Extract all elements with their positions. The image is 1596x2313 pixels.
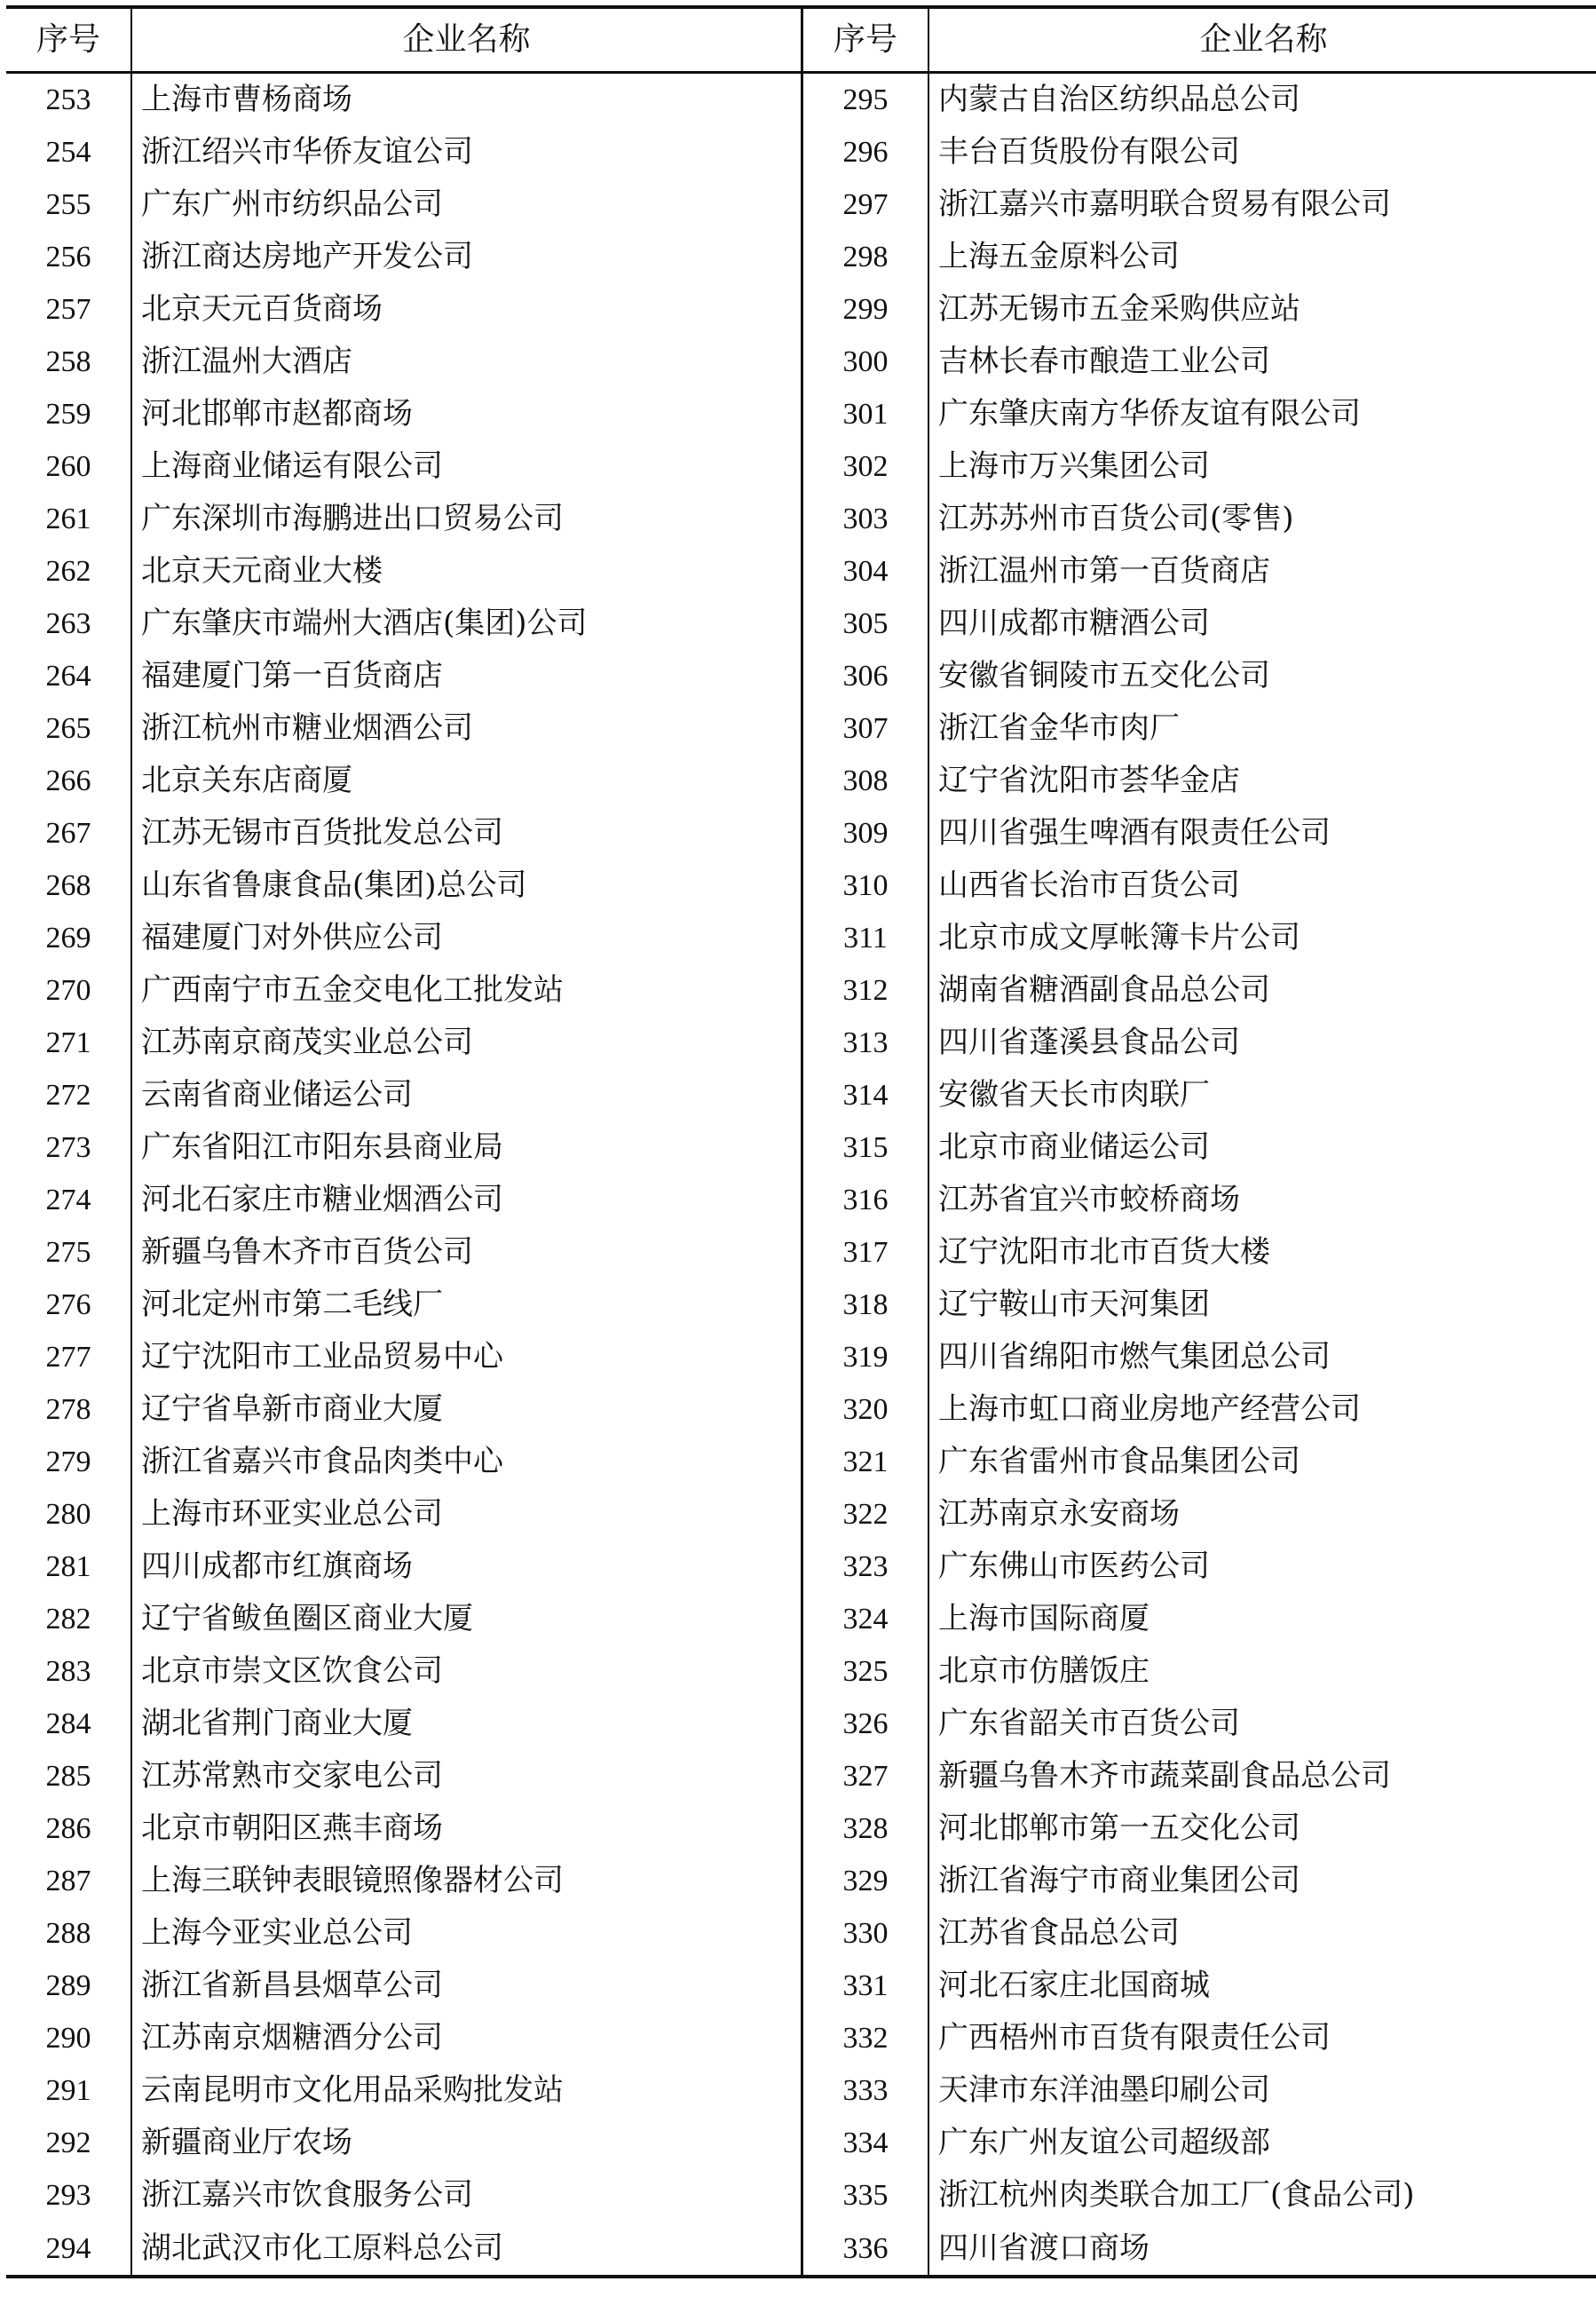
header-right-number: 序号 [802, 7, 929, 73]
left-enterprise-name-cell: 辽宁沈阳市工业品贸易中心 [131, 1331, 802, 1383]
right-number-cell: 326 [802, 1698, 929, 1750]
right-number-cell: 313 [802, 1017, 929, 1069]
right-enterprise-name-cell: 浙江省海宁市商业集团公司 [928, 1855, 1596, 1907]
left-enterprise-name-cell: 山东省鲁康食品(集团)总公司 [131, 859, 802, 912]
right-number-cell: 323 [802, 1541, 929, 1593]
left-number-cell: 282 [45, 1603, 91, 1636]
right-enterprise-name-cell: 广东肇庆南方华侨友谊有限公司 [928, 388, 1596, 440]
right-number-cell: 311 [802, 912, 929, 964]
right-number-cell: 322 [802, 1488, 929, 1541]
left-enterprise-name-cell: 北京市崇文区饮食公司 [131, 1645, 802, 1698]
table-row [6, 2012, 1596, 2064]
table-row [6, 1802, 1596, 1855]
left-enterprise-name-cell: 浙江嘉兴市饮食服务公司 [131, 2169, 802, 2222]
right-number-cell: 312 [802, 964, 929, 1017]
right-number-cell: 300 [802, 336, 929, 388]
left-number-cell: 281 [45, 1550, 91, 1583]
left-number-cell: 271 [45, 1026, 91, 1059]
table-row [6, 1698, 1596, 1750]
left-enterprise-name-cell: 浙江商达房地产开发公司 [131, 231, 802, 283]
right-enterprise-name-cell: 北京市仿膳饭庄 [928, 1645, 1596, 1698]
left-number-cell: 265 [45, 712, 91, 745]
right-enterprise-name-cell: 浙江温州市第一百货商店 [928, 545, 1596, 598]
left-number-cell: 279 [45, 1446, 91, 1478]
right-number-cell: 318 [802, 1279, 929, 1331]
right-number-cell: 302 [802, 440, 929, 493]
right-number-cell: 335 [802, 2169, 929, 2222]
right-enterprise-name-cell: 浙江杭州肉类联合加工厂(食品公司) [928, 2169, 1596, 2222]
right-number-cell: 328 [802, 1802, 929, 1855]
left-number-cell: 293 [45, 2179, 91, 2212]
right-number-cell: 308 [802, 755, 929, 807]
left-enterprise-name-cell: 福建厦门第一百货商店 [131, 650, 802, 702]
right-enterprise-name-cell: 安徽省铜陵市五交化公司 [928, 650, 1596, 702]
left-number-cell: 290 [45, 2022, 91, 2055]
right-enterprise-name-cell: 四川省绵阳市燃气集团总公司 [928, 1331, 1596, 1383]
right-number-cell: 333 [802, 2064, 929, 2117]
left-enterprise-name-cell: 新疆商业厅农场 [131, 2117, 802, 2169]
left-enterprise-name-cell: 福建厦门对外供应公司 [131, 912, 802, 964]
left-number-cell: 286 [45, 1812, 91, 1845]
right-enterprise-name-cell: 广东广州友谊公司超级部 [928, 2117, 1596, 2169]
table-row [6, 1750, 1596, 1802]
table-row [6, 702, 1596, 755]
right-number-cell: 303 [802, 493, 929, 545]
right-number-cell: 319 [802, 1331, 929, 1383]
table-row [6, 1226, 1596, 1279]
table-row [6, 2117, 1596, 2169]
right-enterprise-name-cell: 辽宁省沈阳市荟华金店 [928, 755, 1596, 807]
left-number-cell: 292 [45, 2127, 91, 2159]
right-number-cell: 325 [802, 1645, 929, 1698]
right-enterprise-name-cell: 上海五金原料公司 [928, 231, 1596, 283]
table-row [6, 755, 1596, 807]
table-header [6, 7, 1596, 73]
left-number-cell: 263 [45, 607, 91, 640]
right-number-cell: 309 [802, 807, 929, 859]
header-row [6, 7, 1596, 73]
table-row [6, 2169, 1596, 2222]
left-number-cell: 254 [45, 136, 91, 169]
table-row [6, 2222, 1596, 2277]
right-number-cell: 298 [802, 231, 929, 283]
table-row [6, 178, 1596, 231]
right-enterprise-name-cell: 浙江省金华市肉厂 [928, 702, 1596, 755]
table-row [6, 1174, 1596, 1226]
table-row [6, 493, 1596, 545]
right-number-cell: 315 [802, 1121, 929, 1174]
left-number-cell: 259 [45, 398, 91, 431]
left-enterprise-name-cell: 河北邯郸市赵都商场 [131, 388, 802, 440]
right-number-cell: 296 [802, 126, 929, 178]
table-body [6, 73, 1596, 2277]
right-enterprise-name-cell: 丰台百货股份有限公司 [928, 126, 1596, 178]
left-number-cell: 285 [45, 1760, 91, 1793]
right-enterprise-name-cell: 上海市万兴集团公司 [928, 440, 1596, 493]
right-enterprise-name-cell: 天津市东洋油墨印刷公司 [928, 2064, 1596, 2117]
right-enterprise-name-cell: 山西省长治市百货公司 [928, 859, 1596, 912]
left-enterprise-name-cell: 江苏南京烟糖酒分公司 [131, 2012, 802, 2064]
left-number-cell: 266 [45, 764, 91, 797]
left-enterprise-name-cell: 江苏南京商茂实业总公司 [131, 1017, 802, 1069]
left-enterprise-name-cell: 广东广州市纺织品公司 [131, 178, 802, 231]
right-enterprise-name-cell: 四川省蓬溪县食品公司 [928, 1017, 1596, 1069]
left-number-cell: 262 [45, 555, 91, 588]
left-enterprise-name-cell: 辽宁省鲅鱼圈区商业大厦 [131, 1593, 802, 1645]
left-enterprise-name-cell: 广东肇庆市端州大酒店(集团)公司 [131, 598, 802, 650]
left-enterprise-name-cell: 云南昆明市文化用品采购批发站 [131, 2064, 802, 2117]
left-number-cell: 275 [45, 1236, 91, 1269]
right-number-cell: 320 [802, 1383, 929, 1436]
left-enterprise-name-cell: 上海市曹杨商场 [131, 73, 802, 127]
table-row [6, 1069, 1596, 1121]
left-enterprise-name-cell: 北京关东店商厦 [131, 755, 802, 807]
left-number-cell: 268 [45, 869, 91, 902]
left-number-cell: 277 [45, 1341, 91, 1374]
left-enterprise-name-cell: 浙江温州大酒店 [131, 336, 802, 388]
table-row [6, 1855, 1596, 1907]
right-enterprise-name-cell: 广东省雷州市食品集团公司 [928, 1436, 1596, 1488]
right-enterprise-name-cell: 北京市成文厚帐簿卡片公司 [928, 912, 1596, 964]
left-enterprise-name-cell: 上海今亚实业总公司 [131, 1907, 802, 1960]
table-row [6, 1383, 1596, 1436]
left-number-cell: 287 [45, 1865, 91, 1897]
header-left-number: 序号 [6, 7, 131, 73]
left-number-cell: 294 [6, 2222, 131, 2277]
table-row [6, 650, 1596, 702]
table-row [6, 336, 1596, 388]
left-number-cell: 260 [45, 450, 91, 483]
left-number-cell: 273 [45, 1131, 91, 1164]
left-number-cell: 284 [45, 1707, 91, 1740]
table-row [6, 1488, 1596, 1541]
left-number-cell: 291 [45, 2074, 91, 2107]
left-enterprise-name-cell: 北京天元商业大楼 [131, 545, 802, 598]
left-number-cell: 272 [45, 1079, 91, 1112]
right-enterprise-name-cell: 湖南省糖酒副食品总公司 [928, 964, 1596, 1017]
header-left-name: 企业名称 [131, 7, 802, 73]
right-enterprise-name-cell: 广东省韶关市百货公司 [928, 1698, 1596, 1750]
right-number-cell: 299 [802, 283, 929, 336]
table-row [6, 126, 1596, 178]
left-number-cell: 289 [45, 1969, 91, 2002]
left-enterprise-name-cell: 河北石家庄市糖业烟酒公司 [131, 1174, 802, 1226]
right-enterprise-name-cell: 广东佛山市医药公司 [928, 1541, 1596, 1593]
table-row [6, 1960, 1596, 2012]
left-number-cell: 283 [45, 1655, 91, 1688]
right-enterprise-name-cell: 四川成都市糖酒公司 [928, 598, 1596, 650]
right-enterprise-name-cell: 上海市虹口商业房地产经营公司 [928, 1383, 1596, 1436]
table-row [6, 1279, 1596, 1331]
left-enterprise-name-cell: 上海市环亚实业总公司 [131, 1488, 802, 1541]
left-enterprise-name-cell: 北京天元百货商场 [131, 283, 802, 336]
table-row [6, 388, 1596, 440]
left-number-cell: 270 [45, 974, 91, 1007]
table-row [6, 440, 1596, 493]
left-number-cell: 258 [45, 345, 91, 378]
left-number-cell: 280 [45, 1498, 91, 1531]
right-number-cell: 332 [802, 2012, 929, 2064]
right-number-cell: 334 [802, 2117, 929, 2169]
left-enterprise-name-cell: 湖北省荆门商业大厦 [131, 1698, 802, 1750]
left-number-cell: 255 [45, 188, 91, 221]
right-number-cell: 314 [802, 1069, 929, 1121]
table-row [6, 231, 1596, 283]
left-number-cell: 264 [45, 660, 91, 693]
left-enterprise-name-cell: 上海商业储运有限公司 [131, 440, 802, 493]
right-number-cell: 310 [802, 859, 929, 912]
right-number-cell: 327 [802, 1750, 929, 1802]
right-number-cell: 306 [802, 650, 929, 702]
left-number-cell: 288 [45, 1917, 91, 1950]
left-number-cell: 269 [45, 922, 91, 955]
table-row [6, 598, 1596, 650]
right-enterprise-name-cell: 四川省渡口商场 [928, 2222, 1596, 2277]
left-number-cell: 256 [45, 241, 91, 273]
left-number-cell: 274 [45, 1184, 91, 1216]
left-enterprise-name-cell: 云南省商业储运公司 [131, 1069, 802, 1121]
right-number-cell: 316 [802, 1174, 929, 1226]
left-number-cell: 276 [45, 1288, 91, 1321]
right-enterprise-name-cell: 北京市商业储运公司 [928, 1121, 1596, 1174]
right-enterprise-name-cell: 河北邯郸市第一五交化公司 [928, 1802, 1596, 1855]
left-enterprise-name-cell: 浙江绍兴市华侨友谊公司 [131, 126, 802, 178]
table-row [6, 1121, 1596, 1174]
document-page [6, 5, 1592, 2278]
table-row [6, 1593, 1596, 1645]
left-enterprise-name-cell: 湖北武汉市化工原料总公司 [131, 2222, 802, 2277]
enterprise-table [6, 5, 1596, 2278]
table-row [6, 964, 1596, 1017]
left-number-cell: 261 [45, 503, 91, 535]
right-number-cell: 330 [802, 1907, 929, 1960]
left-enterprise-name-cell: 上海三联钟表眼镜照像器材公司 [131, 1855, 802, 1907]
right-number-cell: 317 [802, 1226, 929, 1279]
table-row [6, 545, 1596, 598]
right-enterprise-name-cell: 河北石家庄北国商城 [928, 1960, 1596, 2012]
table-row [6, 2064, 1596, 2117]
right-enterprise-name-cell: 江苏省宜兴市蛟桥商场 [928, 1174, 1596, 1226]
left-number-cell: 278 [45, 1393, 91, 1426]
left-enterprise-name-cell: 辽宁省阜新市商业大厦 [131, 1383, 802, 1436]
right-enterprise-name-cell: 江苏南京永安商场 [928, 1488, 1596, 1541]
right-number-cell: 295 [802, 73, 929, 127]
table-row [6, 807, 1596, 859]
table-row [6, 1541, 1596, 1593]
right-number-cell: 331 [802, 1960, 929, 2012]
right-number-cell: 321 [802, 1436, 929, 1488]
left-enterprise-name-cell: 新疆乌鲁木齐市百货公司 [131, 1226, 802, 1279]
right-enterprise-name-cell: 四川省强生啤酒有限责任公司 [928, 807, 1596, 859]
right-enterprise-name-cell: 安徽省天长市肉联厂 [928, 1069, 1596, 1121]
table-row [6, 1645, 1596, 1698]
left-enterprise-name-cell: 浙江省新昌县烟草公司 [131, 1960, 802, 2012]
left-enterprise-name-cell: 广东深圳市海鹏进出口贸易公司 [131, 493, 802, 545]
left-enterprise-name-cell: 广东省阳江市阳东县商业局 [131, 1121, 802, 1174]
right-number-cell: 301 [802, 388, 929, 440]
table-row [6, 1436, 1596, 1488]
header-right-name: 企业名称 [928, 7, 1596, 73]
right-number-cell: 307 [802, 702, 929, 755]
right-number-cell: 297 [802, 178, 929, 231]
right-enterprise-name-cell: 广西梧州市百货有限责任公司 [928, 2012, 1596, 2064]
right-enterprise-name-cell: 新疆乌鲁木齐市蔬菜副食品总公司 [928, 1750, 1596, 1802]
right-number-cell: 329 [802, 1855, 929, 1907]
right-enterprise-name-cell: 江苏苏州市百货公司(零售) [928, 493, 1596, 545]
right-enterprise-name-cell: 江苏省食品总公司 [928, 1907, 1596, 1960]
left-enterprise-name-cell: 江苏无锡市百货批发总公司 [131, 807, 802, 859]
table-row [6, 283, 1596, 336]
right-number-cell: 336 [802, 2222, 929, 2277]
table-row [6, 1017, 1596, 1069]
right-enterprise-name-cell: 浙江嘉兴市嘉明联合贸易有限公司 [928, 178, 1596, 231]
left-enterprise-name-cell: 河北定州市第二毛线厂 [131, 1279, 802, 1331]
left-enterprise-name-cell: 江苏常熟市交家电公司 [131, 1750, 802, 1802]
table-row [6, 912, 1596, 964]
right-number-cell: 324 [802, 1593, 929, 1645]
left-enterprise-name-cell: 四川成都市红旗商场 [131, 1541, 802, 1593]
table-row [6, 859, 1596, 912]
left-enterprise-name-cell: 浙江省嘉兴市食品肉类中心 [131, 1436, 802, 1488]
right-enterprise-name-cell: 上海市国际商厦 [928, 1593, 1596, 1645]
left-number-cell: 253 [45, 83, 91, 116]
right-number-cell: 305 [802, 598, 929, 650]
left-number-cell: 257 [45, 293, 91, 326]
left-enterprise-name-cell: 北京市朝阳区燕丰商场 [131, 1802, 802, 1855]
left-enterprise-name-cell: 浙江杭州市糖业烟酒公司 [131, 702, 802, 755]
left-number-cell: 267 [45, 817, 91, 850]
right-enterprise-name-cell: 辽宁鞍山市天河集团 [928, 1279, 1596, 1331]
table-row [6, 73, 1596, 127]
right-enterprise-name-cell: 吉林长春市酿造工业公司 [928, 336, 1596, 388]
table-row [6, 1907, 1596, 1960]
table-row [6, 1331, 1596, 1383]
right-number-cell: 304 [802, 545, 929, 598]
right-enterprise-name-cell: 江苏无锡市五金采购供应站 [928, 283, 1596, 336]
left-enterprise-name-cell: 广西南宁市五金交电化工批发站 [131, 964, 802, 1017]
right-enterprise-name-cell: 内蒙古自治区纺织品总公司 [928, 73, 1596, 127]
right-enterprise-name-cell: 辽宁沈阳市北市百货大楼 [928, 1226, 1596, 1279]
